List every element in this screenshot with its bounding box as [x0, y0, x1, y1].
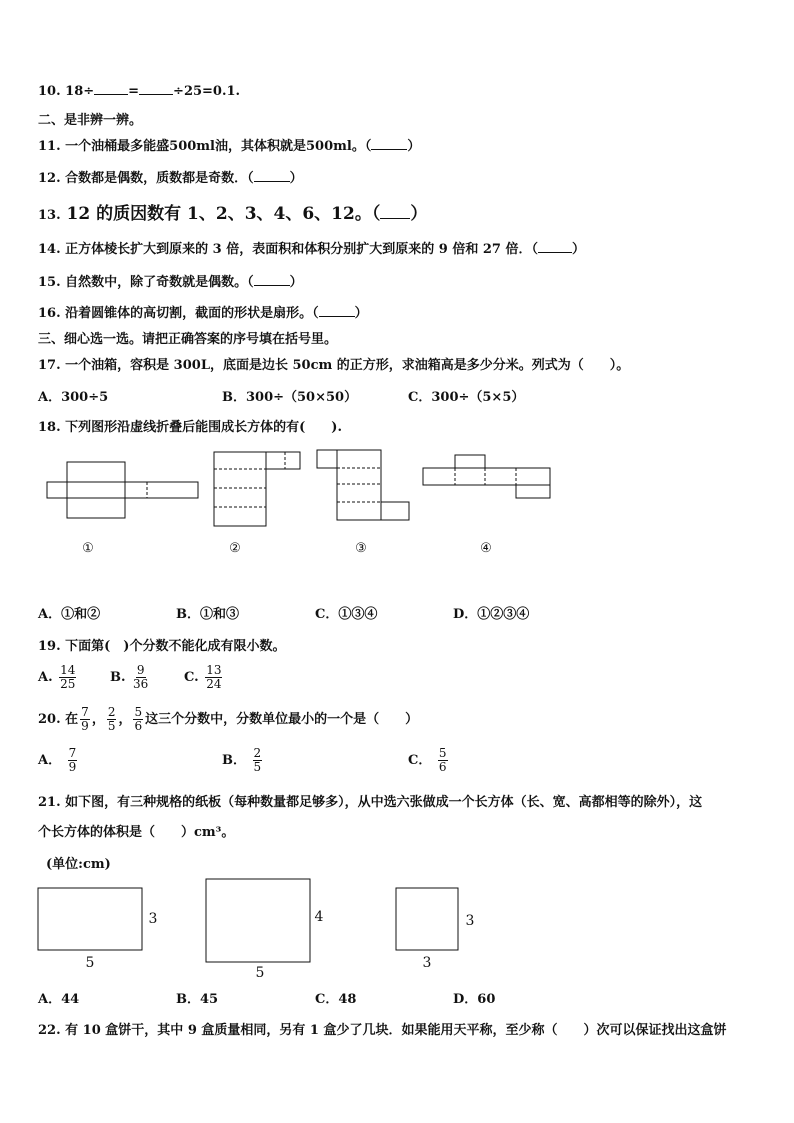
- box-net-figures: [40, 444, 560, 560]
- answer-blank[interactable]: [371, 149, 407, 150]
- question-15: 15. 自然数中，除了奇数就是偶数。（ ）: [38, 275, 303, 290]
- question-12: 12. 合数都是偶数，质数都是奇数．（ ）: [38, 171, 303, 186]
- question-20: 20. 在 $\frac{7}{9}$ ， $\frac{2}{5}$ ， $\frac{5}{6}$ 这三个分数中，分数单位最小的一个是（ ）: [38, 705, 419, 733]
- question-21-continued: 个长方体的体积是（ ）cm³。: [38, 825, 235, 840]
- fraction: $\frac{5}{6}$: [438, 746, 447, 774]
- figure-label-2: ②: [229, 541, 241, 556]
- option-c[interactable]: C．48: [315, 992, 357, 1007]
- question-16: 16. 沿着圆锥体的高切割，截面的形状是扇形。（ ）: [38, 306, 368, 321]
- option-a[interactable]: A．300÷5: [38, 390, 109, 405]
- option-a[interactable]: A．44: [38, 992, 80, 1007]
- figure-label-4: ④: [480, 541, 492, 556]
- answer-blank[interactable]: [380, 218, 410, 219]
- unit-label: (单位:cm): [46, 857, 111, 872]
- net-figure-1: [47, 462, 198, 518]
- net-figure-3: [317, 450, 409, 520]
- question-21: 21. 如下图，有三种规格的纸板（每种数量都足够多），从中选六张做成一个长方体（长、宽、高都相等的除外），这: [38, 795, 703, 810]
- answer-blank[interactable]: [94, 94, 128, 95]
- cardboard-square-3x3: [396, 888, 458, 950]
- option-c[interactable]: C．①③④: [315, 607, 378, 622]
- question-14: 14. 正方体棱长扩大到原来的 3 倍，表面积和体积分别扩大到原来的 9 倍和 27 倍．（ ）: [38, 242, 586, 257]
- cardboard-figures: [30, 874, 500, 984]
- dimension-label: 5: [85, 955, 95, 971]
- question-17: 17. 一个油箱，容积是 300L，底面是边长 50cm 的正方形，求油箱高是多少分米。列式为（ ）。: [38, 358, 630, 373]
- question-18: 18. 下列图形沿虚线折叠后能围成长方体的有( ).: [38, 420, 342, 435]
- fraction: $\frac{13}{24}$: [206, 663, 222, 691]
- fraction: $\frac{14}{25}$: [60, 663, 76, 691]
- dimension-label: 4: [314, 909, 324, 925]
- option-a[interactable]: A．①和②: [38, 607, 101, 622]
- question-10: 10. 18÷ = ÷25=0.1.: [38, 84, 241, 99]
- fraction: $\frac{7}{9}$: [68, 746, 77, 774]
- fraction: $\frac{2}{5}$: [253, 746, 262, 774]
- net-figure-4: [423, 455, 550, 498]
- option-d[interactable]: D．①②③④: [453, 607, 530, 622]
- question-11: 11. 一个油桶最多能盛500ml油，其体积就是500ml。（ ）: [38, 139, 421, 154]
- figure-label-1: ①: [82, 541, 94, 556]
- option-c[interactable]: C. $\frac{13}{24}$: [184, 663, 222, 691]
- cardboard-rect-5x4: [206, 879, 310, 962]
- dimension-label: 3: [465, 913, 475, 929]
- section-3-heading: 三、细心选一选。请把正确答案的序号填在括号里。: [38, 332, 338, 347]
- figure-label-3: ③: [355, 541, 367, 556]
- question-13: 13. 12 的质因数有 1、2、3、4、6、12。（ ）: [38, 204, 428, 224]
- dimension-label: 3: [148, 911, 158, 927]
- dimension-label: 5: [255, 965, 265, 981]
- fraction: $\frac{2}{5}$: [107, 705, 116, 733]
- fraction: $\frac{7}{9}$: [81, 705, 89, 733]
- net-figure-2: [214, 452, 300, 526]
- option-c[interactable]: C．300÷（5×5）: [408, 390, 525, 405]
- cardboard-rect-5x3: [38, 888, 142, 950]
- section-2-heading: 二、是非辨一辨。: [38, 113, 143, 128]
- answer-blank[interactable]: [254, 285, 290, 286]
- option-a[interactable]: A． $\frac{7}{9}$: [38, 746, 77, 774]
- option-d[interactable]: D．60: [453, 992, 496, 1007]
- question-19: 19. 下面第( )个分数不能化成有限小数。: [38, 639, 286, 654]
- answer-blank[interactable]: [319, 316, 355, 317]
- answer-blank[interactable]: [139, 94, 173, 95]
- option-b[interactable]: B. $\frac{9}{36}$: [110, 663, 149, 691]
- question-22: 22. 有 10 盒饼干，其中 9 盒质量相同，另有 1 盒少了几块．如果能用天平称，至少称（ ）次可以保证找出这盒饼: [38, 1023, 727, 1038]
- option-b[interactable]: B．300÷（50×50）: [222, 390, 358, 405]
- option-a[interactable]: A. $\frac{14}{25}$: [38, 663, 76, 691]
- fraction: $\frac{5}{6}$: [134, 705, 143, 733]
- answer-blank[interactable]: [254, 181, 290, 182]
- fraction: $\frac{9}{36}$: [133, 663, 149, 691]
- option-b[interactable]: B．①和③: [176, 607, 239, 622]
- dimension-label: 3: [422, 955, 432, 971]
- option-b[interactable]: B． $\frac{2}{5}$: [222, 746, 262, 774]
- option-c[interactable]: C． $\frac{5}{6}$: [408, 746, 447, 774]
- option-b[interactable]: B．45: [176, 992, 219, 1007]
- answer-blank[interactable]: [538, 252, 572, 253]
